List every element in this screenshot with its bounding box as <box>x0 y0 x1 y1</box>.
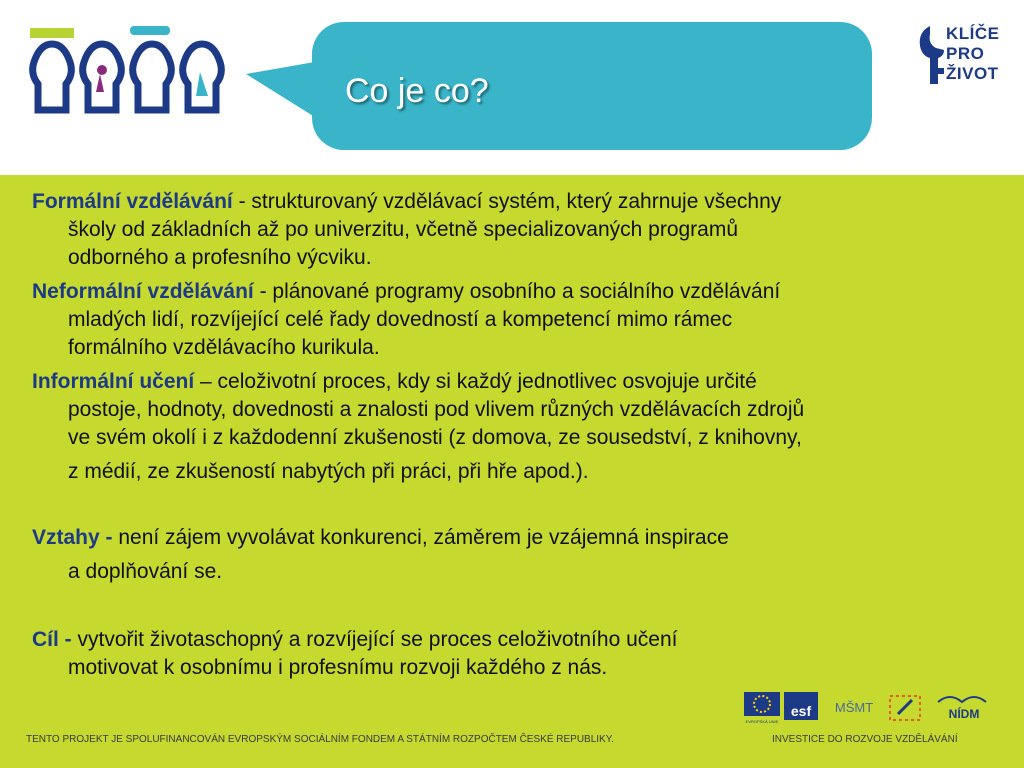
esf-logo-icon <box>784 692 818 720</box>
paragraph-text: mladých lidí, rozvíjející celé řady dovedností a kompetencí mimo rámec <box>68 308 733 331</box>
term-label: Neformální vzdělávání <box>32 280 254 303</box>
opvk-logo-icon <box>890 696 920 720</box>
paragraph-text: postoje, hodnoty, dovednosti a znalosti pod vlivem různých vzdělávacích zdrojů <box>68 398 805 421</box>
paragraph-text: odborného a profesního výcviku. <box>68 246 372 269</box>
paragraph-text: z médií, ze zkušeností nabytých při práci, při hře apod.). <box>68 460 589 483</box>
keyholes-logo-icon <box>26 26 226 116</box>
paragraph-text: – celoživotní proces, kdy si každý jednotlivec osvojuje určité <box>194 370 757 393</box>
term-label: Vztahy - <box>32 526 113 549</box>
paragraph-goal <box>32 626 982 682</box>
slide-title: Co je co? <box>345 72 489 110</box>
brand-line: KLÍČE <box>946 24 1000 43</box>
eu-caption: EVROPSKÁ UNIE <box>745 719 779 724</box>
brand-text <box>946 24 1000 84</box>
term-label: Cíl - <box>32 628 72 651</box>
paragraph-text: není zájem vyvolávat konkurenci, záměrem je vzájemná inspirace <box>112 526 729 549</box>
brand-line: ŽIVOT <box>946 64 999 83</box>
term-label: Informální učení <box>32 370 195 393</box>
paragraph-text: školy od základních až po univerzitu, včetně specializovaných programů <box>68 218 739 241</box>
paragraph-text: - strukturovaný vzdělávací systém, který zahrnuje všechny <box>232 190 782 213</box>
paragraph-text: motivovat k osobnímu i profesnímu rozvoji každého z nás. <box>68 656 608 679</box>
msmt-logo-icon <box>835 700 873 715</box>
partner-logos <box>742 688 1002 728</box>
brand-line: PRO <box>946 44 985 63</box>
paragraph-text: vytvořit životaschopný a rozvíjející se proces celoživotního učení <box>71 628 678 651</box>
footer-cofinancing-note: TENTO PROJEKT JE SPOLUFINANCOVÁN EVROPSKÝM SOCIÁLNÍM FONDEM A STÁTNÍM ROZPOČTEM ČESKÉ REPUBLIKY. <box>26 734 614 745</box>
paragraph-text: ve svém okolí i z každodenní zkušenosti (z domova, ze sousedství, z knihovny, <box>68 426 802 449</box>
paragraph-formal-education <box>32 188 982 272</box>
footer-investment-note: INVESTICE DO ROZVOJE VZDĚLÁVÁNÍ <box>772 734 958 745</box>
esf-label: esf <box>790 703 812 719</box>
term-label: Formální vzdělávání <box>32 190 233 213</box>
slide-header <box>0 0 1024 175</box>
paragraph-relations <box>32 524 982 586</box>
paragraph-text: - plánované programy osobního a sociálního vzdělávání <box>253 280 781 303</box>
nidm-label: NÍDM <box>948 707 980 721</box>
nidm-logo-icon <box>938 697 986 721</box>
paragraph-informal-learning <box>32 368 982 486</box>
paragraph-nonformal-education <box>32 278 982 362</box>
paragraph-text: a doplňování se. <box>68 560 223 583</box>
eu-flag-icon <box>744 692 780 724</box>
paragraph-text: formálního vzdělávacího kurikula. <box>68 336 380 359</box>
msmt-label: MŠMT <box>834 700 874 715</box>
